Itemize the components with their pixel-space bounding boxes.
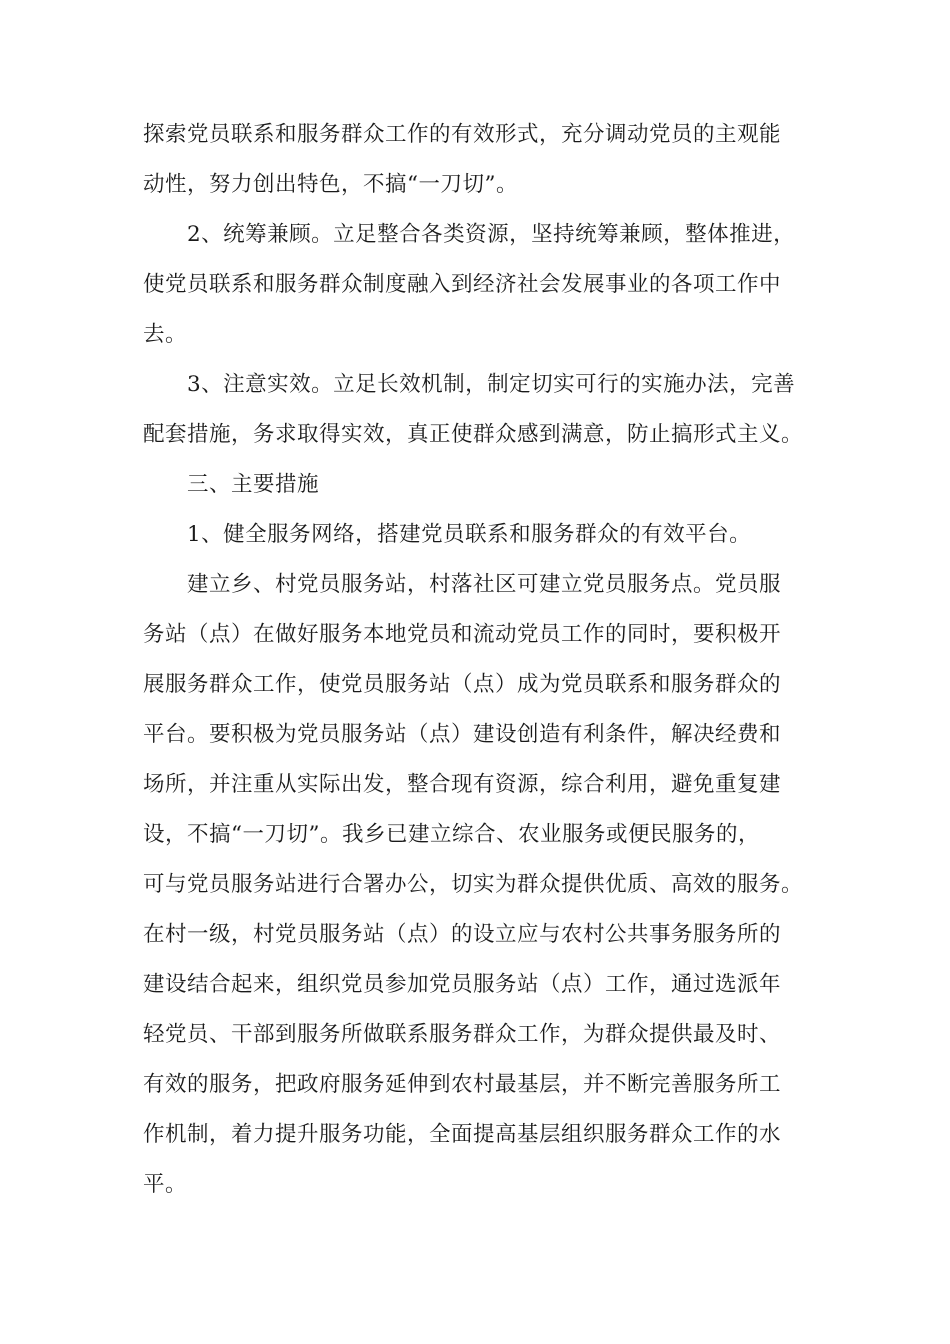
text-line: 平台。要积极为党员服务站（点）建设创造有利条件，解决经费和: [143, 722, 782, 747]
list-item-heading: 1、健全服务网络，搭建党员联系和服务群众的有效平台。: [187, 522, 752, 547]
text-line: 去。: [143, 322, 188, 347]
text-line: 配套措施，务求取得实效，真正使群众感到满意，防止搞形式主义。: [143, 422, 804, 447]
text-line: 设，不搞“一刀切”。我乡已建立综合、农业服务或便民服务的，: [143, 822, 760, 847]
list-item-heading: 3、注意实效。立足长效机制，制定切实可行的实施办法，完善: [187, 372, 796, 397]
text-line: 动性，努力创出特色，不搞“一刀切”。: [143, 172, 518, 197]
text-line: 务站（点）在做好服务本地党员和流动党员工作的同时，要积极开: [143, 622, 782, 647]
text-line: 可与党员服务站进行合署办公，切实为群众提供优质、高效的服务。: [143, 872, 804, 897]
section-heading: 三、主要措施: [187, 472, 320, 497]
text-line: 探索党员联系和服务群众工作的有效形式，充分调动党员的主观能: [143, 122, 782, 147]
text-line: 场所，并注重从实际出发，整合现有资源，综合利用，避免重复建: [143, 772, 782, 797]
text-line: 有效的服务，把政府服务延伸到农村最基层，并不断完善服务所工: [143, 1072, 782, 1097]
text-line: 使党员联系和服务群众制度融入到经济社会发展事业的各项工作中: [143, 272, 782, 297]
text-line: 在村一级，村党员服务站（点）的设立应与农村公共事务服务所的: [143, 922, 782, 947]
text-line: 轻党员、干部到服务所做联系服务群众工作，为群众提供最及时、: [143, 1022, 782, 1047]
text-line: 作机制，着力提升服务功能，全面提高基层组织服务群众工作的水: [143, 1122, 782, 1147]
text-line: 展服务群众工作，使党员服务站（点）成为党员联系和服务群众的: [143, 672, 782, 697]
text-line: 建设结合起来，组织党员参加党员服务站（点）工作，通过选派年: [143, 972, 782, 997]
list-item-heading: 2、统筹兼顾。立足整合各类资源，坚持统筹兼顾，整体推进，: [187, 222, 796, 247]
text-line: 建立乡、村党员服务站，村落社区可建立党员服务点。党员服: [187, 572, 782, 597]
text-line: 平。: [143, 1172, 188, 1197]
